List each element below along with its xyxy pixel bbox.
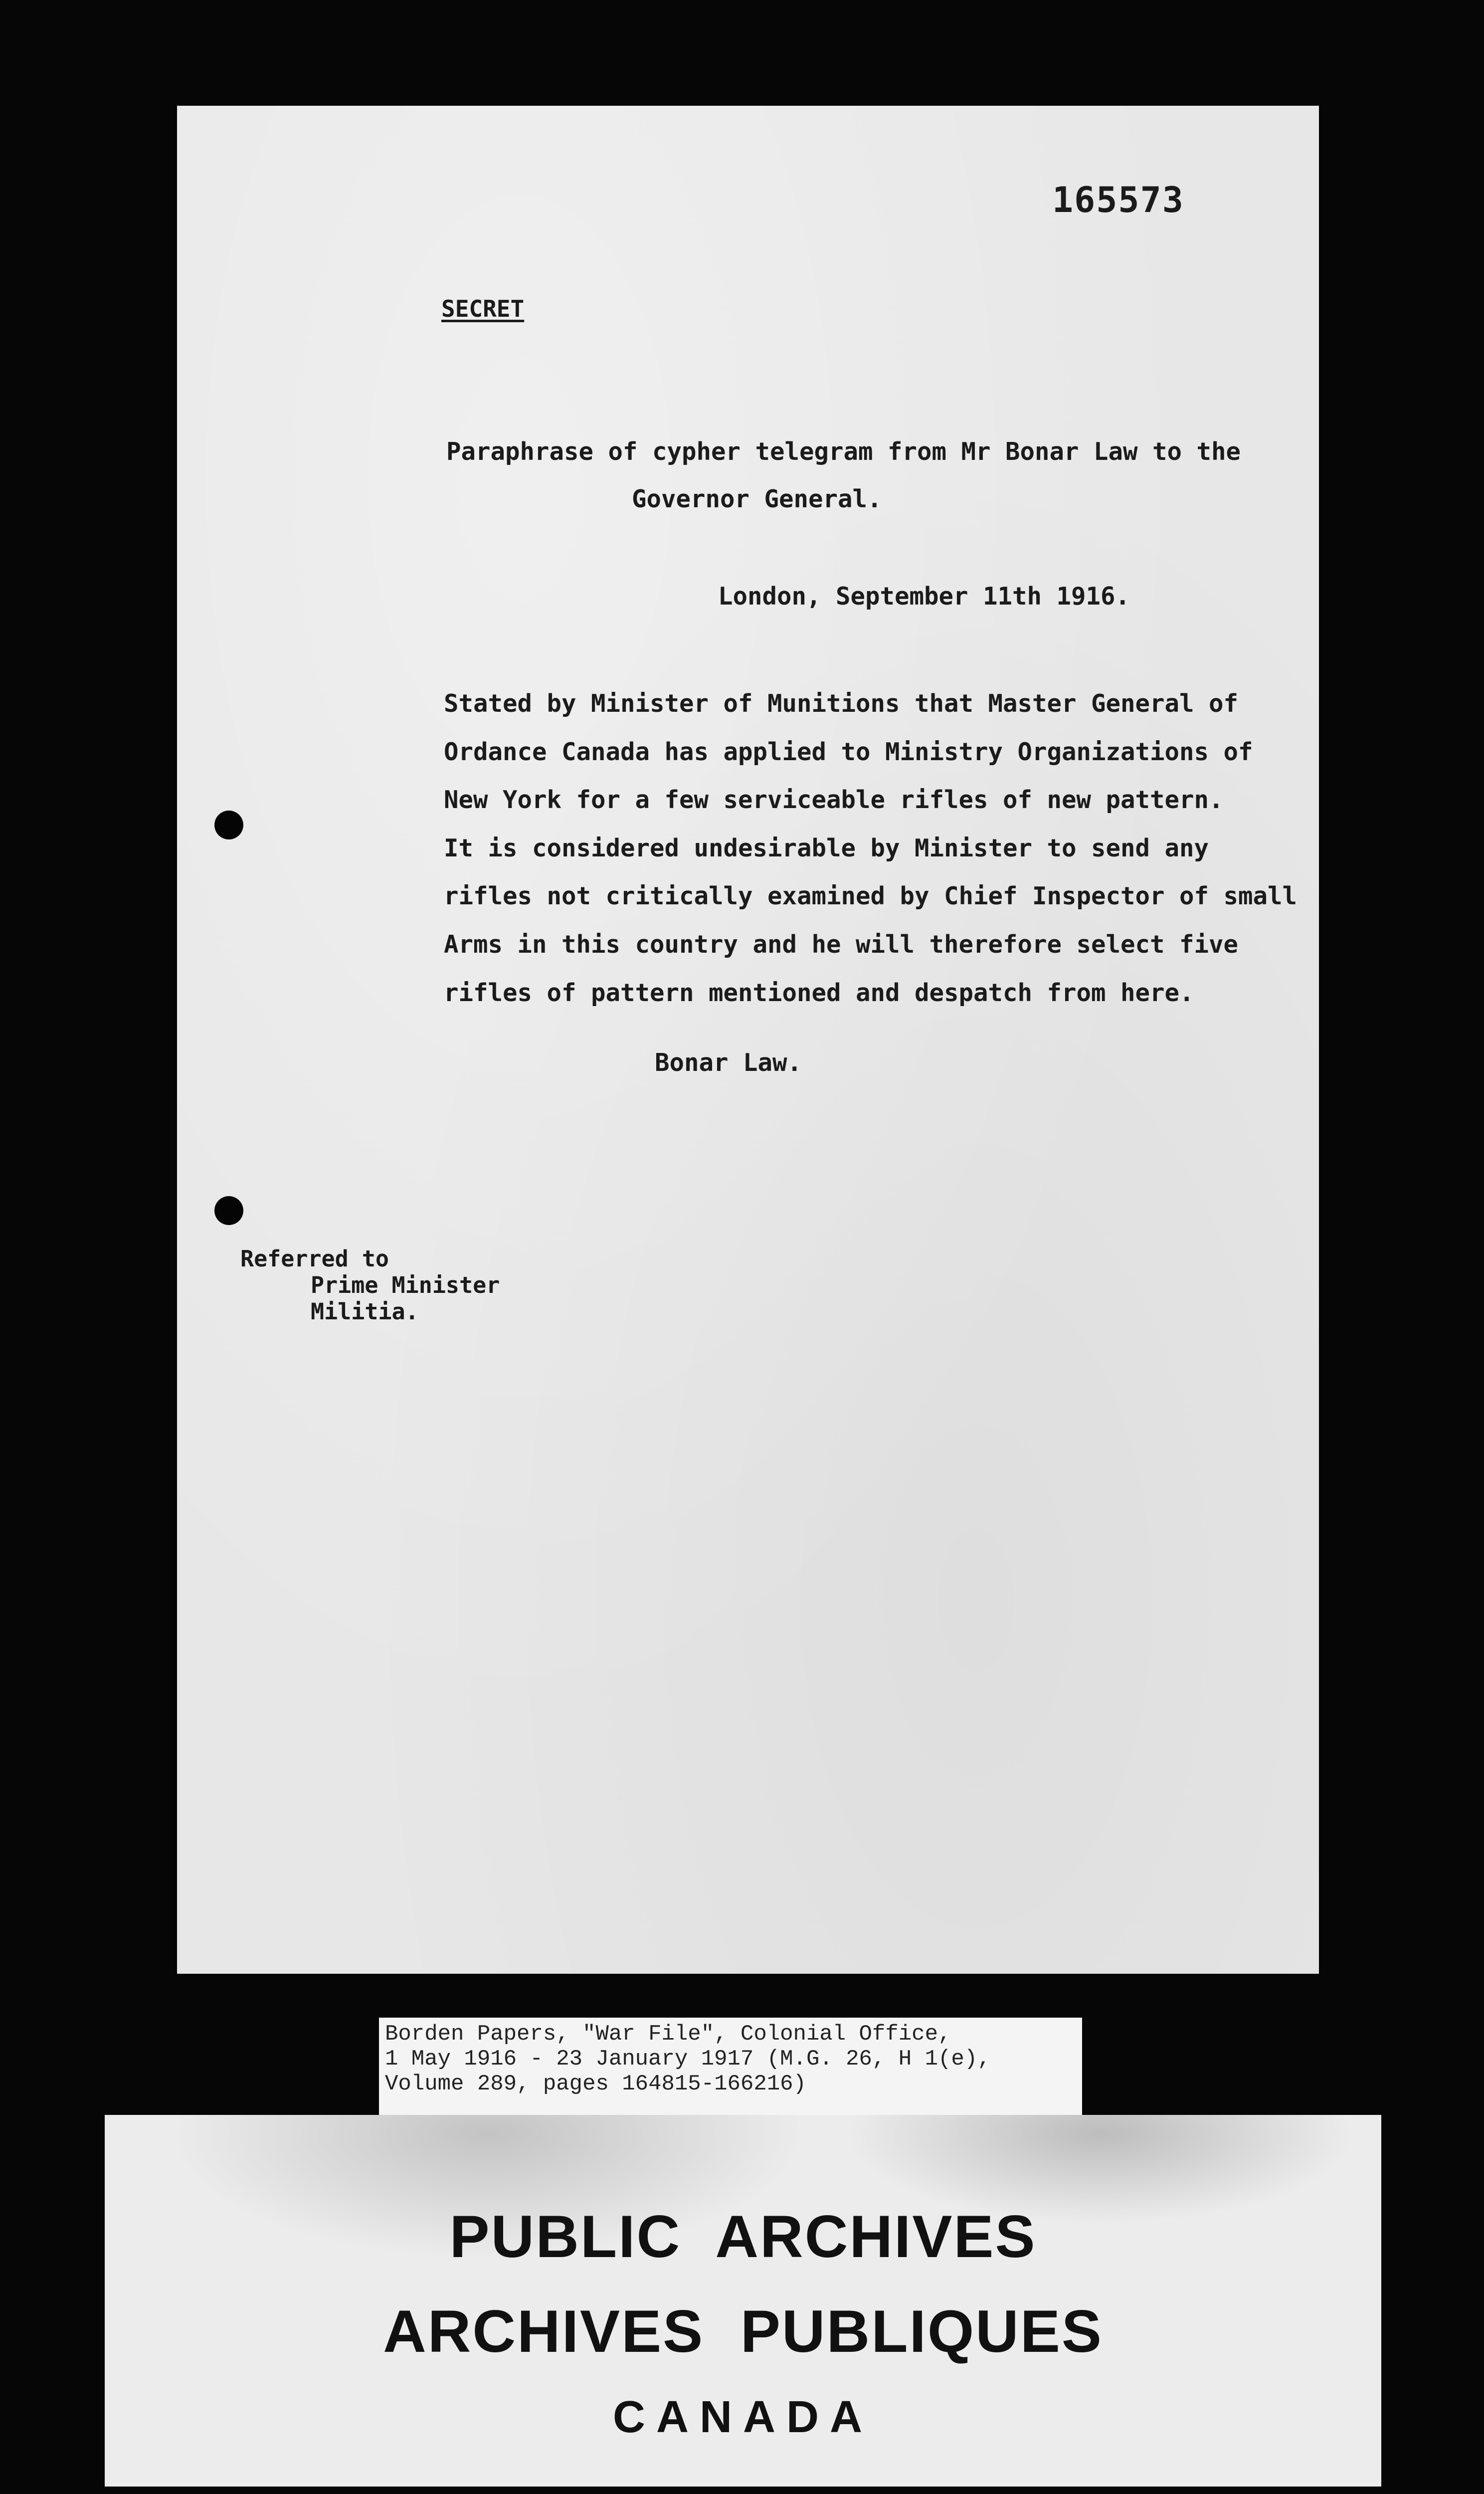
citation-line: Volume 289, pages 164815-166216) [385,2072,806,2096]
citation-line: 1 May 1916 - 23 January 1917 (M.G. 26, H 1(e), [385,2047,991,2072]
telegram-sheet [177,106,1319,1974]
body-line: Stated by Minister of Munitions that Master General of [444,689,1239,718]
body-line: rifles of pattern mentioned and despatch from here. [444,979,1194,1007]
punch-hole [214,1196,243,1225]
archive-banner [105,2115,1381,2487]
citation-label [379,2018,1082,2125]
banner-english: PUBLIC ARCHIVES [449,2203,1037,2270]
body-line: Ordance Canada has applied to Ministry Organizations of [444,738,1253,766]
banner-country: CANADA [613,2392,873,2442]
place-and-date: London, September 11th 1916. [718,582,1130,611]
body-line: It is considered undesirable by Minister to send any [444,834,1209,862]
punch-hole [214,811,243,839]
body-line: New York for a few serviceable rifles of new pattern. [444,786,1224,814]
telegram-title-line-1: Paraphrase of cypher telegram from Mr Bonar Law to the [446,437,1241,466]
signature: Bonar Law. [655,1048,802,1077]
referral-recipient: Prime Minister [311,1272,500,1298]
body-line: Arms in this country and he will therefore select five [444,930,1239,959]
referral-recipient: Militia. [311,1298,419,1325]
citation-line: Borden Papers, "War File", Colonial Office, [385,2022,951,2047]
banner-french: ARCHIVES PUBLIQUES [383,2298,1103,2365]
telegram-title-line-2: Governor General. [632,485,882,513]
document-number: 165573 [1052,180,1184,220]
classification-marking: SECRET [441,295,525,322]
referral-label: Referred to [240,1246,389,1272]
body-line: rifles not critically examined by Chief Inspector of small [444,882,1298,910]
